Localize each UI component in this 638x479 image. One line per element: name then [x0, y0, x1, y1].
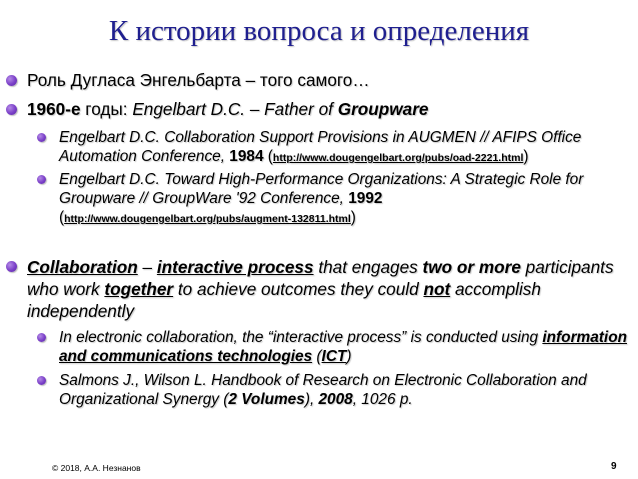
bullet-dot-icon	[37, 133, 46, 142]
text-part: (	[312, 348, 322, 365]
reference-text	[59, 371, 627, 409]
paren-close: )	[523, 148, 529, 165]
bullet-text: Роль Дугласа Энгельбарта – того самого…	[27, 70, 370, 90]
definition-text	[27, 256, 630, 322]
definition-part: accomplish independently	[27, 279, 541, 321]
paren-open: (	[59, 209, 65, 226]
paren-open: (	[263, 148, 273, 165]
term-ict: ICT	[321, 348, 347, 365]
reference-year: 1984	[229, 148, 264, 165]
definition-part: participants who work	[27, 257, 614, 299]
term-not: not	[423, 279, 451, 299]
bullet-item-1960s	[6, 99, 630, 120]
reference-year: 2008	[318, 391, 353, 408]
author-phrase: Engelbart D.C. – Father of	[132, 99, 338, 119]
sub-bullet-1984-reference	[37, 128, 627, 168]
text-part: In electronic collaboration, the “interactive process” is conducted using	[59, 329, 543, 346]
bullet-dot-icon	[6, 261, 17, 272]
term-two-or-more: two or more	[422, 257, 521, 277]
groupware-term: Groupware	[337, 99, 429, 119]
term-collaboration: Collaboration	[27, 257, 138, 277]
reference-link[interactable]: http://www.dougengelbart.org/pubs/augment-132811.html	[64, 213, 351, 225]
definition-part: that engages	[313, 257, 423, 277]
page-number: 9	[611, 461, 617, 472]
text-part: Salmons J., Wilson L. Handbook of Research on Electronic Collaboration and Organizational Synergy (	[59, 372, 587, 408]
sub-bullet-electronic-collaboration	[37, 328, 627, 366]
reference-title: Engelbart D.C. Toward High-Performance Organizations: A Strategic Role for Groupware // GroupWare '92 Conference,	[59, 171, 584, 207]
text-part: , 1026 p.	[352, 391, 413, 408]
term-interactive-process: interactive process	[156, 257, 314, 277]
text-part: )	[346, 348, 352, 365]
definition-part: to achieve outcomes they could	[173, 279, 424, 299]
footer-copyright: © 2018, А.А. Незнанов	[52, 463, 141, 473]
term-ict-full: information and communications technologies	[59, 329, 628, 365]
term-together: together	[104, 279, 174, 299]
reference-link[interactable]: http://www.dougengelbart.org/pubs/oad-2221.html	[272, 152, 524, 164]
volumes-count: 2 Volumes	[228, 391, 305, 408]
text-part: ),	[304, 391, 319, 408]
bullet-text	[27, 99, 630, 120]
years-word: годы:	[80, 99, 133, 119]
slide-title: К истории вопроса и определения	[108, 15, 530, 47]
reference-text	[59, 170, 627, 229]
bullet-item-engelbart-role	[6, 70, 630, 91]
decade-label: 1960-е	[27, 99, 81, 119]
sub-bullet-text	[59, 328, 627, 366]
bullet-dot-icon	[37, 175, 46, 184]
reference-title: Engelbart D.C. Collaboration Support Provisions in AUGMEN // AFIPS Office Automation Conference,	[59, 129, 582, 165]
sub-bullet-1992-reference	[37, 170, 627, 229]
bullet-item-collaboration-definition	[6, 256, 630, 322]
paren-close: )	[350, 209, 356, 226]
sub-bullet-salmons-handbook	[37, 371, 627, 409]
bullet-dot-icon	[37, 333, 46, 342]
bullet-dot-icon	[37, 376, 46, 385]
bullet-dot-icon	[6, 104, 17, 115]
bullet-dot-icon	[6, 75, 17, 86]
reference-text	[59, 128, 627, 168]
dash: –	[137, 257, 157, 277]
reference-year: 1992	[348, 190, 383, 207]
